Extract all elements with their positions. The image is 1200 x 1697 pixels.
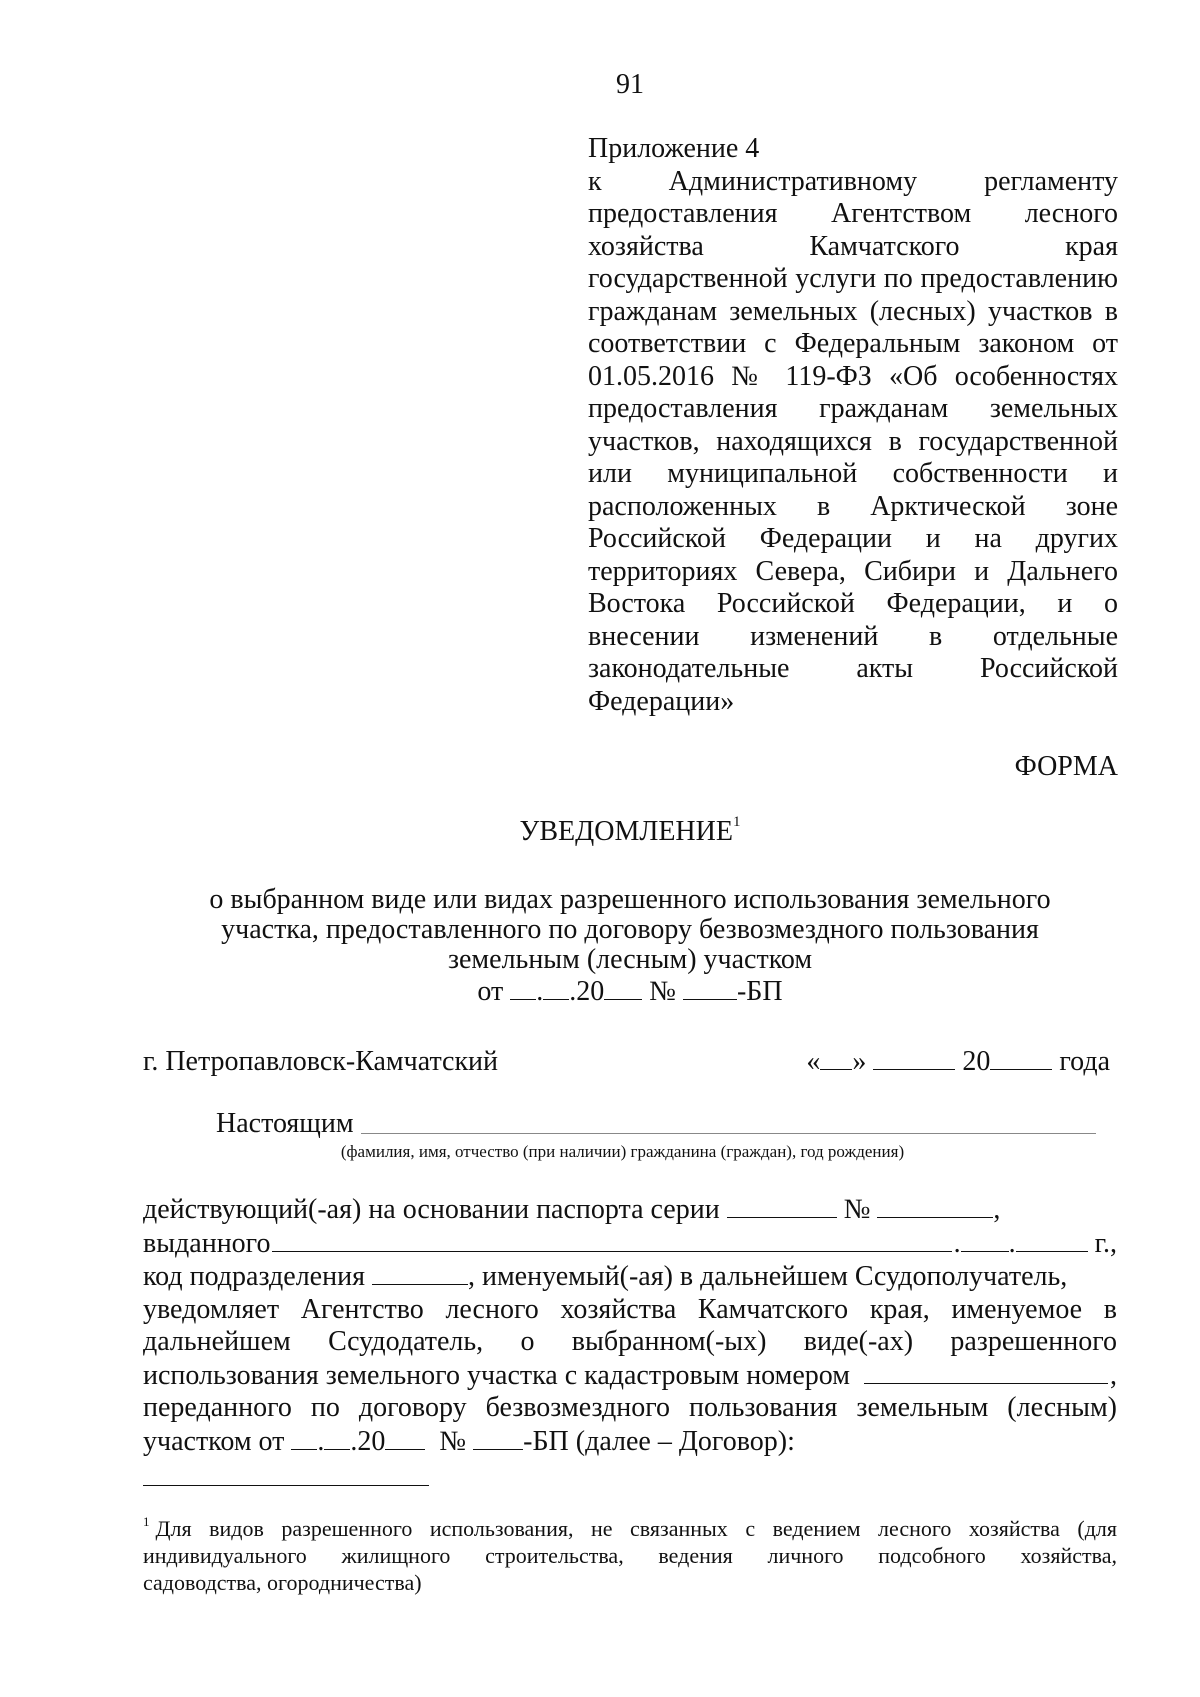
document-subtitle <box>0 885 1200 1007</box>
subtitle-line: о выбранном виде или видах разрешенного использования земельного <box>209 884 1051 915</box>
appendix-heading: Приложение 4 <box>588 133 760 164</box>
number-suffix: -БП <box>736 976 783 1007</box>
body-line <box>143 1425 1117 1459</box>
contract-number-field[interactable] <box>473 1425 523 1450</box>
body-line: уведомляет Агентство лесного хозяйства Камчатского края, именуемое в <box>143 1293 1117 1325</box>
date-separator: . <box>536 976 544 1007</box>
applicant-name-field[interactable] <box>361 1133 1096 1134</box>
appendix-line: Востока Российской Федерации, и о <box>588 588 1118 619</box>
date-separator: . <box>953 1227 961 1259</box>
number-sign: № <box>843 1194 871 1225</box>
number-sign: № <box>439 1425 467 1457</box>
body-line <box>143 1227 1117 1261</box>
appendix-line: территориях Севера, Сибири и Дальнего <box>588 555 1118 587</box>
body-line: дальнейшем Ссудодатель, о выбранном(-ых) виде(-ах) разрешенного <box>143 1326 1117 1357</box>
appendix-line: участков, находящихся в государственной <box>588 425 1118 457</box>
division-code-label: код подразделения <box>143 1261 365 1292</box>
form-label: ФОРМА <box>1014 751 1118 782</box>
notification-body <box>143 1193 1117 1458</box>
appendix-line: к Административному регламенту <box>588 165 1118 197</box>
number-sign: № <box>649 976 676 1007</box>
body-line <box>143 1260 1117 1294</box>
appendix-line: предоставления Агентством лесного <box>588 198 1118 229</box>
appendix-line: внесении изменений в отдельные <box>588 620 1118 652</box>
passport-series-field[interactable] <box>727 1193 837 1218</box>
open-quote: « <box>806 1046 821 1077</box>
subtitle-date-line <box>0 975 1200 1007</box>
year-prefix: .20 <box>350 1425 386 1457</box>
date-separator: . <box>1008 1227 1016 1259</box>
appendix-header <box>588 133 1118 718</box>
document-title-text: УВЕДОМЛЕНИЕ <box>519 816 733 847</box>
title-footnote-mark: 1 <box>732 814 741 830</box>
year-abbrev: г., <box>1094 1227 1117 1259</box>
year-prefix: 20 <box>962 1046 991 1077</box>
appendix-line: государственной услуги по предоставлению <box>588 263 1118 294</box>
cadastral-number-field[interactable] <box>864 1359 1108 1384</box>
applicant-field-hint: (фамилия, имя, отчество (при наличии) гражданина (граждан), год рождения) <box>340 1142 905 1161</box>
subtitle-line: участка, предоставленного по договору безвозмездного пользования <box>221 914 1039 945</box>
comma: , <box>993 1194 1001 1225</box>
footnote-text: Для видов разрешенного использования, не связанных с ведением лесного хозяйства (для <box>155 1516 1117 1541</box>
day-blank[interactable] <box>510 975 536 1000</box>
footnote-line <box>143 1515 1117 1542</box>
footnote-separator <box>143 1485 429 1486</box>
appendix-line: гражданам земельных (лесных) участков в <box>588 295 1118 327</box>
appendix-line-last: Федерации» <box>588 685 735 717</box>
subtitle-line: земельным (лесным) участком <box>447 944 813 975</box>
appendix-line: соответствии с Федеральным законом от <box>588 328 1118 359</box>
date-separator: . <box>317 1425 325 1457</box>
issued-by-field[interactable] <box>272 1227 951 1252</box>
body-line <box>143 1359 1117 1393</box>
passport-number-field[interactable] <box>877 1193 993 1218</box>
close-quote: » <box>852 1046 867 1077</box>
issued-month-field[interactable] <box>961 1227 1009 1252</box>
appendix-line: Российской Федерации и на других <box>588 523 1118 554</box>
month-blank[interactable] <box>873 1045 955 1070</box>
passport-label: действующий(-ая) на основании паспорта серии <box>143 1194 720 1225</box>
year-blank[interactable] <box>990 1045 1052 1070</box>
appendix-line: 01.05.2016 № 119-ФЗ «Об особенностях <box>588 360 1118 392</box>
footnote-line: индивидуального жилищного строительства, ведения личного подсобного хозяйства, <box>143 1543 1117 1568</box>
contract-year-field[interactable] <box>385 1425 425 1450</box>
division-code-field[interactable] <box>372 1260 468 1285</box>
appendix-line: или муниципальной собственности и <box>588 458 1118 489</box>
year-prefix: .20 <box>569 976 605 1007</box>
appendix-line: предоставления гражданам земельных <box>588 393 1118 424</box>
issued-year-field[interactable] <box>1016 1227 1088 1252</box>
applicant-line <box>216 1107 1096 1141</box>
contract-suffix: -БП (далее – Договор): <box>523 1425 795 1457</box>
contract-from-label: участком от <box>143 1425 285 1457</box>
appendix-line: хозяйства Камчатского края <box>588 230 1118 262</box>
footnote-line: садоводства, огородничества) <box>143 1570 422 1595</box>
hereby-word: Настоящим <box>216 1108 354 1139</box>
subtitle-from: от <box>477 976 504 1007</box>
number-blank[interactable] <box>683 975 737 1000</box>
body-line: переданного по договору безвозмездного пользования земельным (лесным) <box>143 1392 1117 1423</box>
borrower-text: , именуемый(-ая) в дальнейшем Ссудополучатель, <box>467 1261 1068 1292</box>
appendix-line: законодательные акты Российской <box>588 653 1118 684</box>
cadastral-label: использования земельного участка с кадастровым номером <box>143 1359 850 1391</box>
appendix-line: расположенных в Арктической зоне <box>588 490 1118 522</box>
city-name: г. Петропавловск-Камчатский <box>143 1046 499 1077</box>
month-blank[interactable] <box>543 975 569 1000</box>
contract-day-field[interactable] <box>291 1425 317 1450</box>
year-blank[interactable] <box>604 975 642 1000</box>
year-word: года <box>1059 1046 1110 1077</box>
footnote-mark: 1 <box>143 1514 150 1529</box>
contract-month-field[interactable] <box>324 1425 350 1450</box>
date-line <box>806 1045 1110 1079</box>
document-title <box>0 815 1200 849</box>
body-line <box>143 1193 1117 1227</box>
comma: , <box>1110 1359 1117 1391</box>
footnote <box>143 1515 1117 1596</box>
day-blank[interactable] <box>820 1045 852 1070</box>
page-number: 91 <box>616 69 644 100</box>
issued-label: выданного <box>143 1227 271 1259</box>
